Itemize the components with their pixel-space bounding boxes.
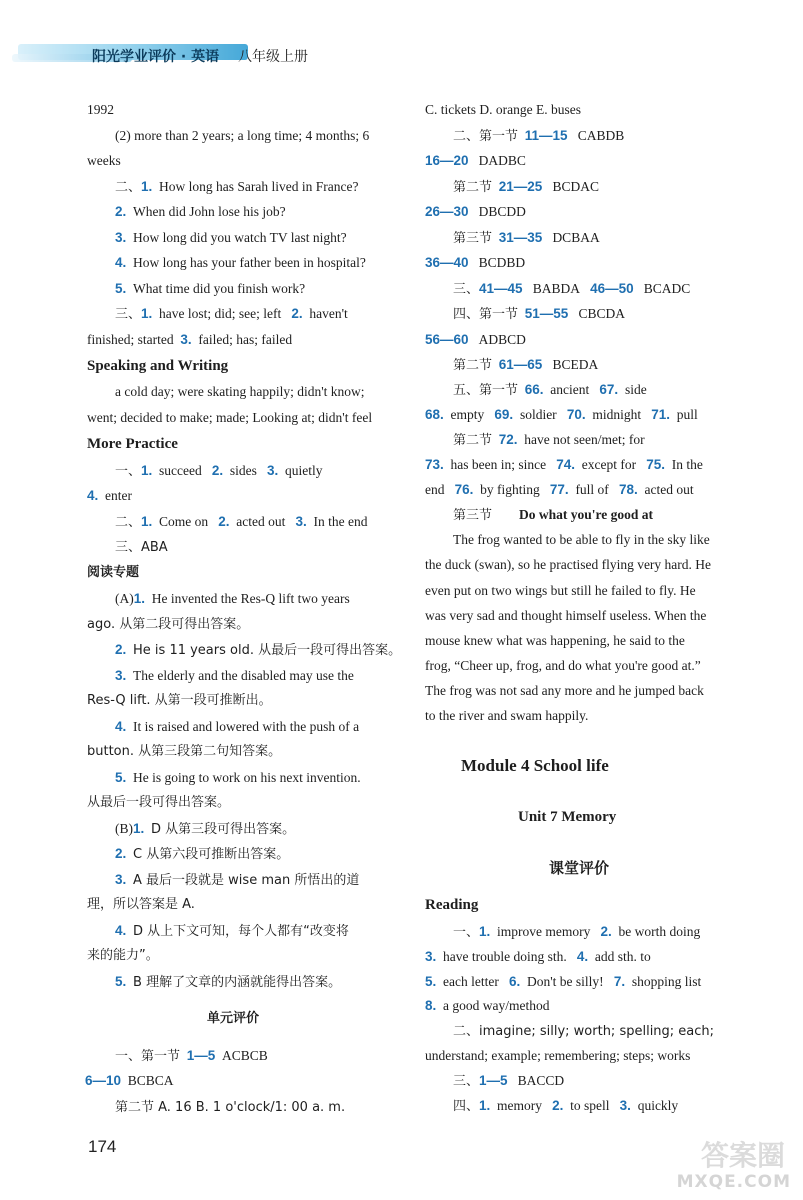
watermark-logo: 答案圈 bbox=[700, 1139, 785, 1172]
answer-line: ago. 从第二段可得出答案。 bbox=[87, 617, 250, 632]
answer-line: 五、第一节 66. ancient 67. side bbox=[453, 382, 647, 398]
answer-line: 6—10 BCBCA bbox=[85, 1073, 174, 1088]
answer-line: 第二节 72. have not seen/met; for bbox=[453, 432, 645, 448]
answer-line: 四、1. memory 2. to spell 3. quickly bbox=[453, 1098, 679, 1114]
answer-line: 26—30 DBCDD bbox=[425, 204, 526, 219]
answer-line: 3. The elderly and the disabled may use the bbox=[115, 668, 354, 683]
answer-line: 4. D 从上下文可知，每个人都有“改变将 bbox=[115, 923, 349, 939]
answer-line: 一、1. succeed 2. sides 3. quietly bbox=[115, 463, 323, 479]
answer-line: 5. each letter 6. Don't be silly! 7. shopping list bbox=[425, 974, 702, 989]
answer-line: 36—40 BCDBD bbox=[425, 255, 526, 270]
book-title: 阳光学业评价 · 英语 bbox=[92, 49, 220, 65]
answer-line: (A)1. He invented the Res-Q lift two years bbox=[115, 591, 350, 606]
answer-line: 来的能力”。 bbox=[87, 948, 159, 963]
answer-line: 1992 bbox=[87, 102, 114, 117]
answer-line: a cold day; were skating happily; didn't know; bbox=[115, 384, 365, 399]
answer-line: 二、imagine; silly; worth; spelling; each; bbox=[453, 1024, 715, 1039]
answer-line: 5. He is going to work on his next invention. bbox=[115, 770, 361, 785]
answer-line: 第二节 21—25 BCDAC bbox=[453, 179, 599, 195]
answer-line: 5. B 理解了文章的内涵就能得出答案。 bbox=[115, 974, 342, 990]
essay-line: the duck (swan), so he practised flying very hard. He bbox=[425, 557, 712, 572]
essay-line: was very sad and thought himself useless. When the bbox=[425, 608, 707, 623]
answer-line: 4. enter bbox=[87, 488, 132, 503]
answer-line: finished; started 3. failed; has; failed bbox=[87, 332, 293, 347]
essay-line: even put on two wings but still he failed to fly. He bbox=[425, 583, 696, 598]
page-header bbox=[0, 38, 330, 68]
essay-line: to the river and swam happily. bbox=[425, 708, 589, 723]
answer-line: 三、ABA bbox=[115, 540, 168, 555]
answer-line: 二、1. Come on 2. acted out 3. In the end bbox=[115, 514, 368, 530]
essay-line: mouse knew what was happening, he said to the bbox=[425, 633, 685, 648]
answer-line: 三、1—5 BACCD bbox=[453, 1073, 565, 1089]
answer-line: 第二节 61—65 BCEDA bbox=[453, 357, 599, 373]
essay-line: The frog wanted to be able to fly in the sky like bbox=[453, 532, 710, 547]
answer-line: 4. It is raised and lowered with the push of a bbox=[115, 719, 360, 734]
answer-line: 第三节 31—35 DCBAA bbox=[453, 230, 600, 246]
answer-line: 2. When did John lose his job? bbox=[115, 204, 286, 219]
answer-line: 2. He is 11 years old. 从最后一段可得出答案。 bbox=[115, 642, 402, 658]
answer-line: weeks bbox=[87, 153, 121, 168]
page-number: 174 bbox=[88, 1137, 117, 1156]
answer-line: 3. How long did you watch TV last night? bbox=[115, 230, 347, 245]
answer-line: 二、第一节 11—15 CABDB bbox=[453, 128, 625, 144]
answer-line: 8. a good way/method bbox=[425, 998, 550, 1013]
answer-line: (2) more than 2 years; a long time; 4 months; 6 bbox=[115, 128, 370, 143]
answer-line: C. tickets D. orange E. buses bbox=[425, 102, 581, 117]
answer-line: 3. have trouble doing sth. 4. add sth. to bbox=[425, 949, 651, 964]
section-heading: 阅读专题 bbox=[87, 565, 140, 580]
answer-line: 三、41—45 BABDA 46—50 BCADC bbox=[453, 281, 691, 297]
answer-line: understand; example; remembering; steps; works bbox=[425, 1048, 691, 1063]
section-heading: Speaking and Writing bbox=[87, 358, 229, 374]
answer-line: 第三节 Do what you're good at bbox=[453, 507, 654, 523]
book-grade: 八年级上册 bbox=[238, 49, 308, 65]
answer-line: 一、1. improve memory 2. be worth doing bbox=[453, 924, 701, 940]
answer-line: 一、第一节 1—5 ACBCB bbox=[115, 1048, 268, 1064]
answer-line: 2. C 从第六段可推断出答案。 bbox=[115, 846, 290, 862]
answer-line: 第二节 A. 16 B. 1 o'clock/1: 00 a. m. bbox=[115, 1100, 346, 1115]
section-subtitle: 课堂评价 bbox=[549, 859, 610, 877]
section-heading: Reading bbox=[425, 897, 479, 913]
answer-line: 73. has been in; since 74. except for 75. In the bbox=[425, 457, 703, 472]
answer-line: 二、1. How long has Sarah lived in France? bbox=[115, 179, 359, 195]
answer-line: button. 从第三段第二句知答案。 bbox=[87, 744, 282, 759]
watermark bbox=[665, 1134, 795, 1194]
section-heading: 单元评价 bbox=[207, 1011, 260, 1026]
answer-line: 68. empty 69. soldier 70. midnight 71. pull bbox=[425, 407, 698, 422]
answer-line: 三、1. have lost; did; see; left 2. haven't bbox=[115, 306, 348, 322]
section-heading: More Practice bbox=[87, 436, 178, 452]
answer-line: 5. What time did you finish work? bbox=[115, 281, 306, 296]
unit-title: Unit 7 Memory bbox=[518, 809, 617, 825]
module-title: Module 4 School life bbox=[461, 756, 609, 775]
watermark-text: MXQE.COM bbox=[676, 1172, 791, 1192]
answer-line: 四、第一节 51—55 CBCDA bbox=[453, 306, 625, 322]
answer-line: 16—20 DADBC bbox=[425, 153, 526, 168]
answer-line: 4. How long has your father been in hospital? bbox=[115, 255, 366, 270]
answer-line: end 76. by fighting 77. full of 78. acted out bbox=[425, 482, 694, 497]
answer-line: 理，所以答案是 A. bbox=[87, 897, 195, 912]
essay-line: frog, “Cheer up, frog, and do what you're good at.” bbox=[425, 658, 701, 673]
essay-line: The frog was not sad any more and he jumped back bbox=[425, 683, 704, 698]
answer-line: 56—60 ADBCD bbox=[425, 332, 526, 347]
answer-line: 从最后一段可得出答案。 bbox=[87, 795, 231, 810]
answer-line: (B)1. D 从第三段可得出答案。 bbox=[115, 821, 296, 837]
answer-line: went; decided to make; made; Looking at; didn't feel bbox=[87, 410, 373, 425]
answer-line: Res-Q lift. 从第一段可推断出。 bbox=[87, 693, 272, 708]
answer-line: 3. A 最后一段就是 wise man 所悟出的道 bbox=[115, 872, 360, 888]
